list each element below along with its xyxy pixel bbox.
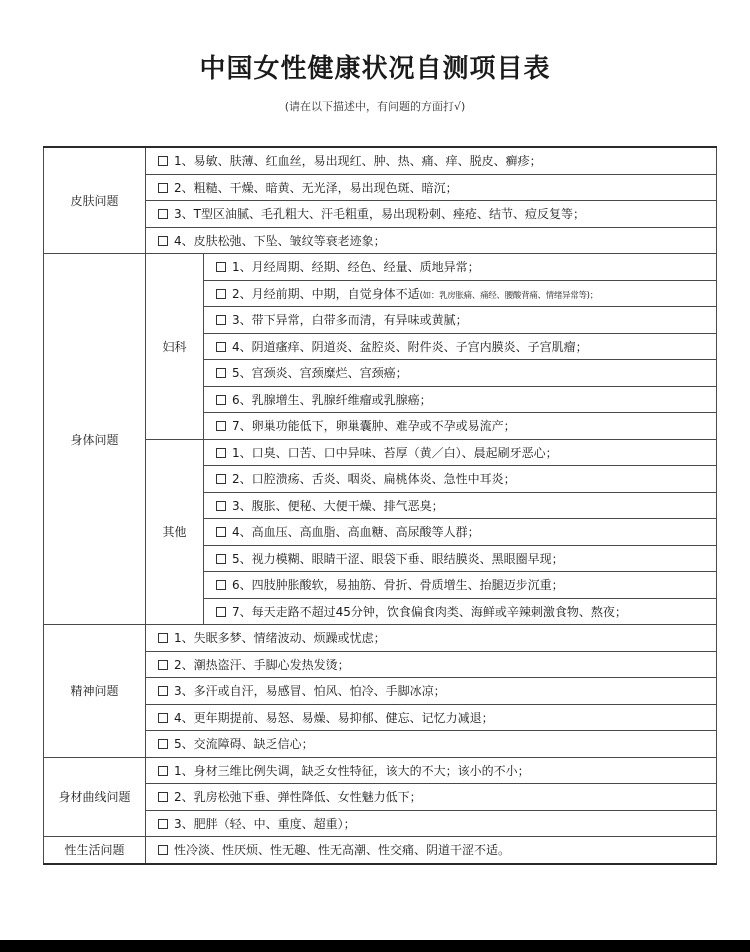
subcategory-cell: 妇科 [146, 254, 204, 440]
checklist-item [146, 810, 717, 837]
item-note: (如：乳房胀痛、痛经、腰酸背痛、情绪异常等)； [419, 290, 598, 301]
item-text: 潮热盗汗、手脚心发热发烫； [193, 657, 350, 672]
checkbox[interactable] [158, 819, 168, 829]
checkbox[interactable] [158, 209, 168, 219]
checkbox[interactable] [158, 156, 168, 166]
checkbox[interactable] [216, 527, 226, 537]
checkbox[interactable] [216, 580, 226, 590]
table-row [44, 147, 717, 174]
checkbox[interactable] [216, 395, 226, 405]
bottom-bar [0, 940, 750, 952]
checklist-item [146, 704, 717, 731]
page-subtitle: (请在以下描述中，有问题的方面打√) [284, 100, 466, 113]
page-title: 中国女性健康状况自测项目表 [199, 54, 551, 84]
checklist-item [204, 572, 717, 599]
item-text: 视力模糊、眼睛干涩、眼袋下垂、眼结膜炎、黑眼圈早现； [251, 551, 564, 566]
checkbox[interactable] [216, 554, 226, 564]
item-number: 1、 [174, 631, 194, 646]
checklist-item [204, 598, 717, 625]
item-text: 易敏、肤薄、红血丝，易出现红、肿、热、痛、痒、脱皮、癣疹； [193, 154, 542, 169]
checklist-item [146, 837, 717, 864]
table-row [44, 625, 717, 652]
item-number: 6、 [232, 392, 252, 407]
checklist-item [146, 174, 717, 201]
item-text: 每天走路不超过45分钟，饮食偏食肉类、海鲜或辛辣刺激食物、熬夜； [251, 604, 627, 619]
checklist-item [146, 757, 717, 784]
item-number: 2、 [174, 790, 194, 805]
item-number: 2、 [174, 180, 194, 195]
checklist-item [204, 519, 717, 546]
health-checklist-table [43, 146, 717, 865]
item-text: 身材三维比例失调，缺乏女性特征，该大的不大；该小的不小； [193, 763, 530, 778]
item-text: 乳房松弛下垂、弹性降低、女性魅力低下； [193, 790, 422, 805]
item-number: 3、 [174, 816, 194, 831]
item-text: 月经前期、中期，自觉身体不适 [251, 286, 420, 301]
item-text: 皮肤松弛、下坠、皱纹等衰老迹象； [193, 233, 386, 248]
checklist-item [146, 651, 717, 678]
item-text: 卵巢功能低下，卵巢囊肿、难孕或不孕或易流产； [251, 419, 516, 434]
checkbox[interactable] [216, 342, 226, 352]
item-text: 阴道瘙痒、阴道炎、盆腔炎、附件炎、子宫内膜炎、子宫肌瘤； [251, 339, 588, 354]
checkbox[interactable] [216, 474, 226, 484]
item-text: 宫颈炎、宫颈糜烂、宫颈癌； [251, 366, 408, 381]
item-number: 5、 [174, 737, 194, 752]
item-number: 3、 [174, 207, 194, 222]
checklist-item [146, 201, 717, 228]
item-number: 2、 [174, 657, 194, 672]
checklist-item [204, 413, 717, 440]
item-number: 2、 [232, 472, 252, 487]
checklist-item [204, 492, 717, 519]
checkbox[interactable] [158, 660, 168, 670]
item-text: 高血压、高血脂、高血糖、高尿酸等人群； [251, 525, 480, 540]
checklist-item [146, 625, 717, 652]
item-number: 1、 [232, 260, 252, 275]
item-text: T型区油腻、毛孔粗大、汗毛粗重，易出现粉刺、痤疮、结节、痘反复等； [193, 207, 585, 222]
item-text: 粗糙、干燥、暗黄、无光泽，易出现色斑、暗沉； [193, 180, 458, 195]
item-number: 3、 [232, 498, 252, 513]
item-text: 更年期提前、易怒、易燥、易抑郁、健忘、记忆力减退； [193, 710, 494, 725]
checkbox[interactable] [158, 845, 168, 855]
checklist-item [204, 254, 717, 281]
category-cell: 性生活问题 [44, 837, 146, 864]
checklist-item [146, 784, 717, 811]
checkbox[interactable] [216, 607, 226, 617]
checkbox[interactable] [216, 448, 226, 458]
item-number: 5、 [232, 551, 252, 566]
item-number: 7、 [232, 604, 252, 619]
checkbox[interactable] [158, 686, 168, 696]
checkbox[interactable] [216, 421, 226, 431]
item-number: 7、 [232, 419, 252, 434]
table-row [44, 254, 717, 281]
item-number: 5、 [232, 366, 252, 381]
category-cell: 身材曲线问题 [44, 757, 146, 837]
item-text: 乳腺增生、乳腺纤维瘤或乳腺癌； [251, 392, 432, 407]
checklist-item [204, 360, 717, 387]
item-number: 1、 [174, 154, 194, 169]
checklist-item [146, 147, 717, 174]
item-text: 交流障碍、缺乏信心； [193, 737, 314, 752]
checkbox[interactable] [158, 792, 168, 802]
checklist-item [204, 307, 717, 334]
item-number: 6、 [232, 578, 252, 593]
checklist-item [204, 439, 717, 466]
item-number: 3、 [232, 313, 252, 328]
table-row [44, 837, 717, 864]
checklist-item [204, 333, 717, 360]
checkbox[interactable] [216, 262, 226, 272]
category-cell: 身体问题 [44, 254, 146, 625]
checklist-item [146, 227, 717, 254]
item-text: 带下异常，白带多而清，有异味或黄腻； [251, 313, 468, 328]
checkbox[interactable] [158, 633, 168, 643]
checkbox[interactable] [158, 739, 168, 749]
category-cell: 精神问题 [44, 625, 146, 758]
checkbox[interactable] [158, 713, 168, 723]
item-text: 口臭、口苦、口中异味、苔厚（黄／白）、晨起刷牙恶心； [251, 445, 558, 460]
checkbox[interactable] [216, 368, 226, 378]
item-text: 口腔溃疡、舌炎、咽炎、扁桃体炎、急性中耳炎； [251, 472, 516, 487]
item-text: 四肢肿胀酸软，易抽筋、骨折、骨质增生、抬腿迈步沉重； [251, 578, 564, 593]
checklist-item [204, 545, 717, 572]
checklist-item [146, 678, 717, 705]
checkbox[interactable] [216, 315, 226, 325]
item-number: 4、 [232, 525, 252, 540]
checkbox[interactable] [216, 289, 226, 299]
subcategory-cell: 其他 [146, 439, 204, 625]
item-number: 4、 [174, 710, 194, 725]
item-number: 3、 [174, 684, 194, 699]
item-number: 1、 [232, 445, 252, 460]
item-number: 4、 [174, 233, 194, 248]
checkbox[interactable] [158, 236, 168, 246]
category-cell: 皮肤问题 [44, 147, 146, 254]
checklist-item [204, 386, 717, 413]
item-number: 2、 [232, 286, 252, 301]
item-number: 1、 [174, 763, 194, 778]
item-text: 腹胀、便秘、大便干燥、排气恶臭； [251, 498, 444, 513]
checkbox[interactable] [216, 501, 226, 511]
table-row [44, 757, 717, 784]
item-text: 肥胖（轻、中、重度、超重）； [193, 816, 356, 831]
checkbox[interactable] [158, 766, 168, 776]
checklist-item [146, 731, 717, 758]
item-number: 4、 [232, 339, 252, 354]
item-text: 失眠多梦、情绪波动、烦躁或忧虑； [193, 631, 386, 646]
item-text: 性冷淡、性厌烦、性无趣、性无高潮、性交痛、阴道干涩不适。 [174, 843, 511, 858]
checkbox[interactable] [158, 183, 168, 193]
checklist-item [204, 280, 717, 307]
item-text: 月经周期、经期、经色、经量、质地异常； [251, 260, 480, 275]
checklist-item [204, 466, 717, 493]
item-text: 多汗或自汗，易感冒、怕风、怕冷、手脚冰凉； [193, 684, 446, 699]
